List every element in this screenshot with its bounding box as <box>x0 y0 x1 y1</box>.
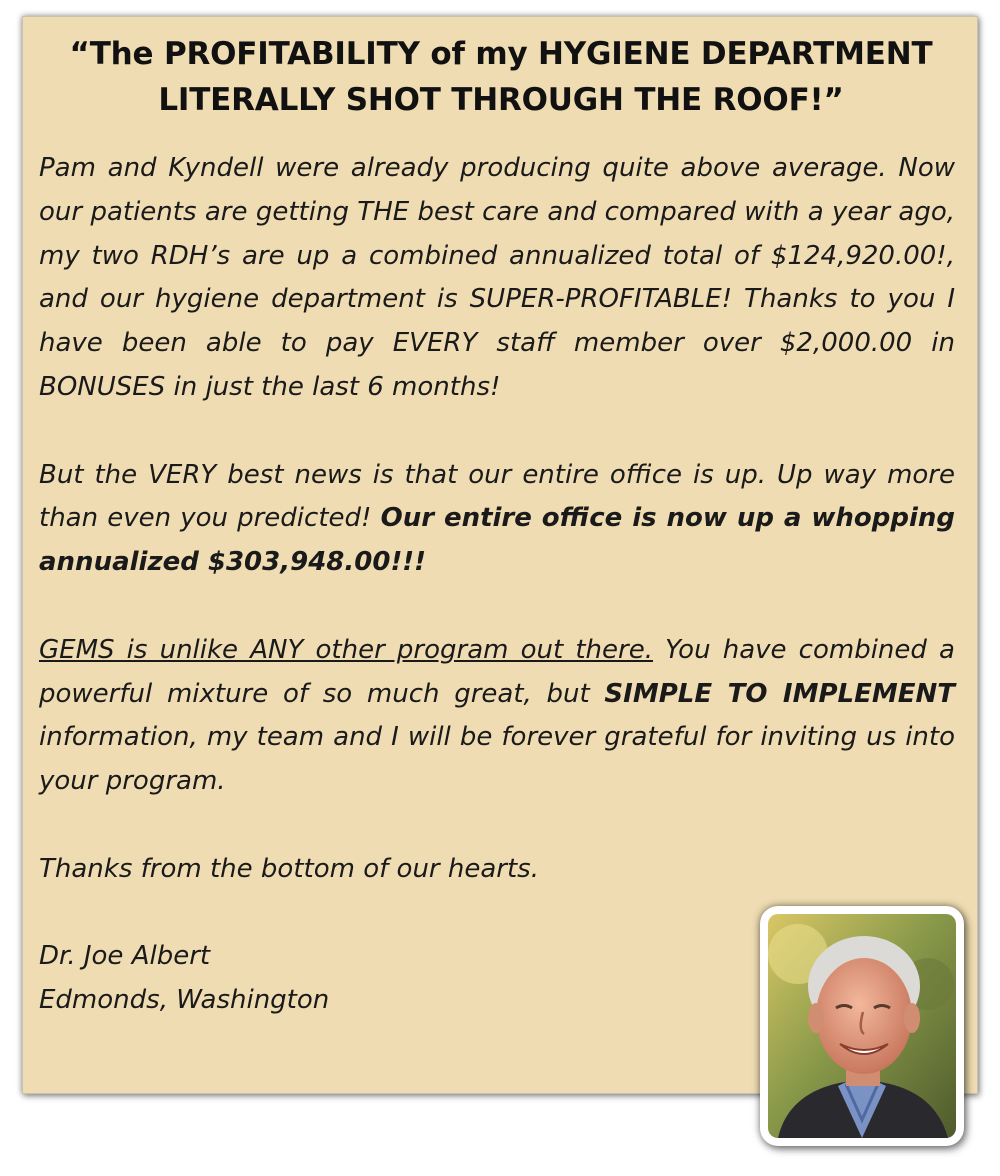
testimonial-headline <box>23 31 979 123</box>
signature-location: Edmonds, Washington <box>39 985 330 1016</box>
paragraph-2-highlight: Our entire office is now up a whopping annualized $303,948.00!!! <box>39 503 955 578</box>
headline-line-2: LITERALLY SHOT THROUGH THE ROOF!” <box>158 82 844 118</box>
author-photo <box>760 906 964 1146</box>
testimonial-body <box>39 147 955 1023</box>
paragraph-3-highlight: SIMPLE TO IMPLEMENT <box>604 678 955 709</box>
paragraph-2 <box>39 454 955 585</box>
portrait-photo-icon <box>768 914 956 1138</box>
paragraph-3-text-a: You have combined a powerful mixture of so much great, but <box>39 634 955 709</box>
closing-line: Thanks from the bottom of our hearts. <box>39 853 539 884</box>
paragraph-3-text-b: information, my team and I will be forever grateful for inviting us into your program. <box>39 722 955 797</box>
paragraph-2-text: But the VERY best news is that our entire office is up. Up way more than even you predicted! <box>39 459 955 534</box>
signature-name: Dr. Joe Albert <box>39 941 211 972</box>
headline-line-1: “The PROFITABILITY of my HYGIENE DEPARTMENT <box>69 36 933 72</box>
paragraph-3 <box>39 629 955 804</box>
paragraph-1: Pam and Kyndell were already producing quite above average. Now our patients are getting THE best care and compared with a year ago, my two RDH’s are up a combined annualized total of $124,920.00!, and our hygiene department is SUPER-PROFITABLE! Thanks to you I have been able to pay EVERY staff member over $2,000.00 in BONUSES in just the last 6 months! <box>39 153 955 402</box>
paragraph-3-underlined: GEMS is unlike ANY other program out there. <box>39 634 653 665</box>
